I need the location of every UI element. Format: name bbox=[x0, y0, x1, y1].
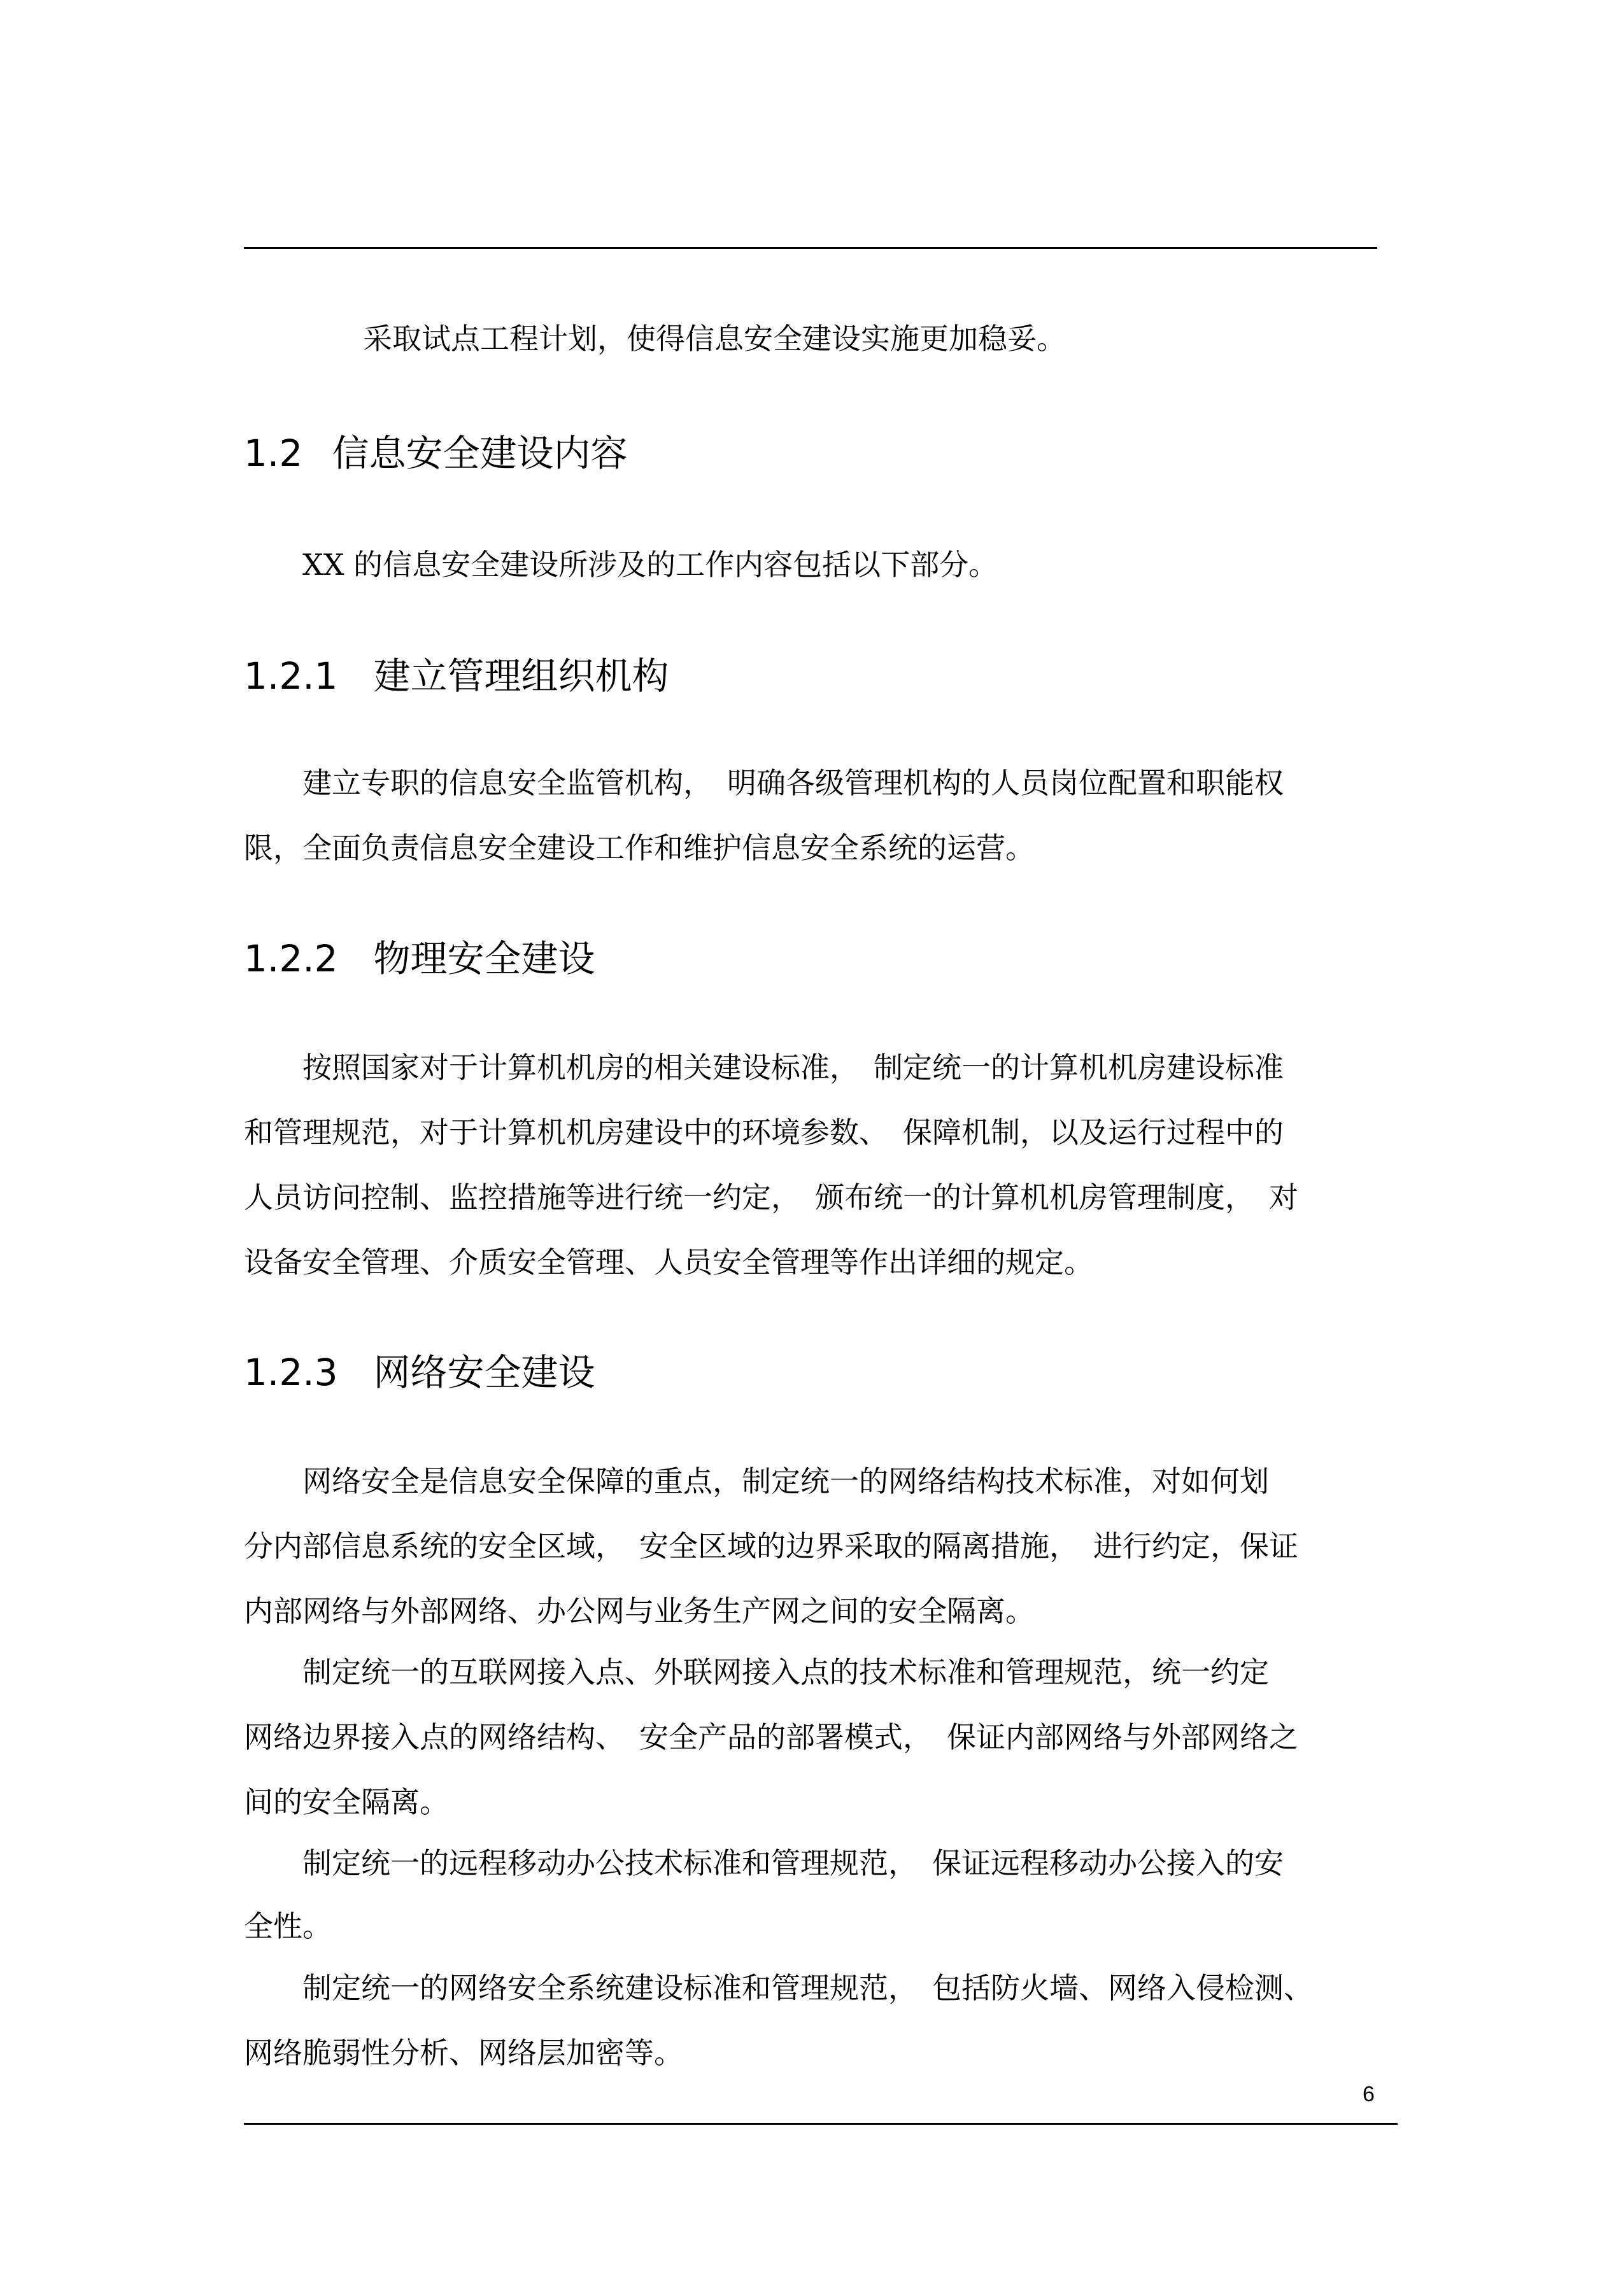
section-number: 1.2.3 bbox=[244, 1351, 338, 1394]
paragraph-line: 网络安全是信息安全保障的重点，制定统一的网络结构技术标准，对如何划 bbox=[302, 1464, 1269, 1498]
header-rule bbox=[244, 247, 1377, 249]
footer-rule bbox=[244, 2123, 1398, 2125]
paragraph-line: 限，全面负责信息安全建设工作和维护信息安全系统的运营。 bbox=[244, 831, 1035, 865]
paragraph-line: 设备安全管理、介质安全管理、人员安全管理等作出详细的规定。 bbox=[244, 1245, 1093, 1279]
paragraph-line: 和管理规范，对于计算机机房建设中的环境参数、 保障机制，以及运行过程中的 bbox=[244, 1115, 1284, 1150]
section-heading-1-2 bbox=[244, 430, 627, 476]
section-number: 1.2 bbox=[244, 432, 303, 475]
paragraph-line: 网络边界接入点的网络结构、 安全产品的部署模式， 保证内部网络与外部网络之 bbox=[244, 1720, 1298, 1754]
section-number: 1.2.2 bbox=[244, 937, 338, 980]
paragraph-line: 制定统一的网络安全系统建设标准和管理规范， 包括防火墙、网络入侵检测、 bbox=[302, 1971, 1313, 2005]
section-title: 物理安全建设 bbox=[373, 937, 595, 980]
paragraph-line: XX 的信息安全建设所涉及的工作内容包括以下部分。 bbox=[302, 547, 998, 582]
paragraph-line: 分内部信息系统的安全区域， 安全区域的边界采取的隔离措施， 进行约定，保证 bbox=[244, 1529, 1298, 1563]
paragraph-line: 按照国家对于计算机机房的相关建设标准， 制定统一的计算机机房建设标准 bbox=[302, 1050, 1284, 1085]
section-heading-1-2-3 bbox=[244, 1349, 595, 1395]
paragraph-line: 建立专职的信息安全监管机构， 明确各级管理机构的人员岗位配置和职能权 bbox=[302, 766, 1284, 800]
page-number: 6 bbox=[1363, 2082, 1375, 2106]
paragraph-line: 间的安全隔离。 bbox=[244, 1785, 449, 1819]
paragraph-line: 内部网络与外部网络、办公网与业务生产网之间的安全隔离。 bbox=[244, 1594, 1035, 1628]
paragraph-line: 人员访问控制、监控措施等进行统一约定， 颁布统一的计算机机房管理制度， 对 bbox=[244, 1180, 1298, 1215]
paragraph-line: 制定统一的互联网接入点、外联网接入点的技术标准和管理规范，统一约定 bbox=[302, 1655, 1269, 1689]
intro-line: 采取试点工程计划，使得信息安全建设实施更加稳妥。 bbox=[363, 321, 1066, 356]
section-title: 网络安全建设 bbox=[373, 1351, 595, 1394]
paragraph-line: 网络脆弱性分析、网络层加密等。 bbox=[244, 2036, 683, 2070]
section-title: 信息安全建设内容 bbox=[332, 432, 628, 475]
section-title: 建立管理组织机构 bbox=[373, 654, 669, 698]
paragraph-line: 制定统一的远程移动办公技术标准和管理规范， 保证远程移动办公接入的安 bbox=[302, 1846, 1284, 1880]
section-heading-1-2-1 bbox=[244, 653, 669, 699]
section-heading-1-2-2 bbox=[244, 936, 595, 982]
paragraph-line: 全性。 bbox=[244, 1909, 332, 1943]
section-number: 1.2.1 bbox=[244, 654, 338, 698]
